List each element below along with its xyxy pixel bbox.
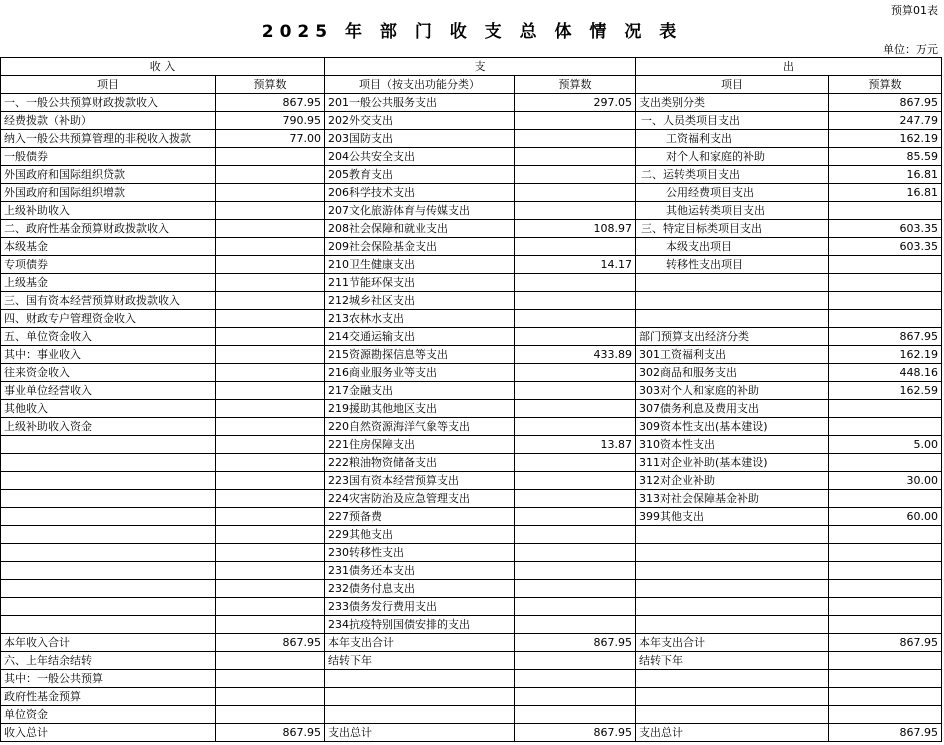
eco-budget-cell xyxy=(829,454,942,472)
func-item-cell: 203国防支出 xyxy=(325,130,515,148)
income-budget-cell xyxy=(216,256,325,274)
func-budget-cell: 14.17 xyxy=(515,256,636,274)
income-budget-cell xyxy=(216,400,325,418)
income-budget-cell: 867.95 xyxy=(216,634,325,652)
func-budget-cell xyxy=(515,184,636,202)
table-row xyxy=(1,148,942,166)
func-budget-cell xyxy=(515,238,636,256)
income-item-cell: 一、一般公共预算财政拨款收入 xyxy=(1,94,216,112)
func-budget-cell: 433.89 xyxy=(515,346,636,364)
table-body xyxy=(1,58,942,742)
income-budget-cell xyxy=(216,544,325,562)
func-item-cell: 212城乡社区支出 xyxy=(325,292,515,310)
table-row xyxy=(1,94,942,112)
income-item-cell xyxy=(1,562,216,580)
func-budget-cell xyxy=(515,598,636,616)
income-budget-cell xyxy=(216,580,325,598)
eco-budget-cell: 603.35 xyxy=(829,238,942,256)
income-item-cell: 经费拨款（补助） xyxy=(1,112,216,130)
col-header-income-item: 项目 xyxy=(1,76,216,94)
table-row xyxy=(1,562,942,580)
income-budget-cell xyxy=(216,346,325,364)
table-row xyxy=(1,706,942,724)
eco-item-cell: 301工资福利支出 xyxy=(636,346,829,364)
income-item-cell: 纳入一般公共预算管理的非税收入拨款 xyxy=(1,130,216,148)
income-item-cell: 外国政府和国际组织增款 xyxy=(1,184,216,202)
eco-item-cell xyxy=(636,562,829,580)
eco-item-cell: 302商品和服务支出 xyxy=(636,364,829,382)
income-budget-cell xyxy=(216,454,325,472)
eco-budget-cell: 867.95 xyxy=(829,634,942,652)
func-budget-cell xyxy=(515,418,636,436)
eco-item-cell: 307债务利息及费用支出 xyxy=(636,400,829,418)
eco-item-cell xyxy=(636,598,829,616)
income-budget-cell xyxy=(216,436,325,454)
income-item-cell: 上级基金 xyxy=(1,274,216,292)
func-item-cell: 232债务付息支出 xyxy=(325,580,515,598)
expenditure-group-header-left: 支 xyxy=(325,58,636,76)
func-budget-cell xyxy=(515,544,636,562)
func-budget-cell xyxy=(515,526,636,544)
eco-budget-cell xyxy=(829,544,942,562)
eco-item-cell: 一、人员类项目支出 xyxy=(636,112,829,130)
income-item-cell: 上级补助收入资金 xyxy=(1,418,216,436)
income-item-cell xyxy=(1,472,216,490)
table-row xyxy=(1,310,942,328)
eco-item-cell: 二、运转类项目支出 xyxy=(636,166,829,184)
func-item-cell: 224灾害防治及应急管理支出 xyxy=(325,490,515,508)
eco-item-cell: 399其他支出 xyxy=(636,508,829,526)
col-header-eco-item: 项目 xyxy=(636,76,829,94)
eco-item-cell xyxy=(636,688,829,706)
table-row xyxy=(1,724,942,742)
func-item-cell: 209社会保险基金支出 xyxy=(325,238,515,256)
func-item-cell: 206科学技术支出 xyxy=(325,184,515,202)
eco-budget-cell xyxy=(829,598,942,616)
table-row xyxy=(1,634,942,652)
income-budget-cell xyxy=(216,328,325,346)
income-item-cell: 单位资金 xyxy=(1,706,216,724)
table-row xyxy=(1,472,942,490)
func-budget-cell xyxy=(515,130,636,148)
income-item-cell: 本级基金 xyxy=(1,238,216,256)
table-row xyxy=(1,544,942,562)
eco-budget-cell: 603.35 xyxy=(829,220,942,238)
func-budget-cell xyxy=(515,670,636,688)
func-item-cell: 210卫生健康支出 xyxy=(325,256,515,274)
income-budget-cell xyxy=(216,364,325,382)
income-item-cell: 二、政府性基金预算财政拨款收入 xyxy=(1,220,216,238)
eco-budget-cell xyxy=(829,706,942,724)
func-budget-cell xyxy=(515,652,636,670)
income-budget-cell xyxy=(216,616,325,634)
income-item-cell: 其中：一般公共预算 xyxy=(1,670,216,688)
eco-item-cell xyxy=(636,544,829,562)
eco-item-cell: 三、特定目标类项目支出 xyxy=(636,220,829,238)
table-row xyxy=(1,202,942,220)
eco-budget-cell: 162.19 xyxy=(829,130,942,148)
table-row xyxy=(1,580,942,598)
func-budget-cell xyxy=(515,328,636,346)
eco-budget-cell: 162.59 xyxy=(829,382,942,400)
func-item-cell: 支出总计 xyxy=(325,724,515,742)
eco-item-cell: 313对社会保障基金补助 xyxy=(636,490,829,508)
table-row xyxy=(1,526,942,544)
eco-item-cell: 公用经费项目支出 xyxy=(636,184,829,202)
income-budget-cell xyxy=(216,472,325,490)
eco-budget-cell xyxy=(829,580,942,598)
table-row xyxy=(1,292,942,310)
income-budget-cell xyxy=(216,184,325,202)
eco-budget-cell: 60.00 xyxy=(829,508,942,526)
eco-budget-cell xyxy=(829,652,942,670)
func-item-cell: 229其他支出 xyxy=(325,526,515,544)
func-budget-cell xyxy=(515,562,636,580)
table-row xyxy=(1,364,942,382)
func-item-cell: 202外交支出 xyxy=(325,112,515,130)
income-item-cell xyxy=(1,580,216,598)
eco-budget-cell: 16.81 xyxy=(829,166,942,184)
func-budget-cell: 867.95 xyxy=(515,634,636,652)
income-budget-cell xyxy=(216,202,325,220)
table-row xyxy=(1,238,942,256)
income-budget-cell xyxy=(216,220,325,238)
eco-item-cell xyxy=(636,616,829,634)
func-budget-cell xyxy=(515,472,636,490)
func-budget-cell: 108.97 xyxy=(515,220,636,238)
income-item-cell: 六、上年结余结转 xyxy=(1,652,216,670)
eco-budget-cell xyxy=(829,670,942,688)
income-budget-cell xyxy=(216,526,325,544)
eco-item-cell xyxy=(636,526,829,544)
table-row xyxy=(1,220,942,238)
eco-item-cell xyxy=(636,670,829,688)
income-budget-cell xyxy=(216,670,325,688)
income-budget-cell xyxy=(216,688,325,706)
table-row xyxy=(1,616,942,634)
income-budget-cell: 77.00 xyxy=(216,130,325,148)
func-budget-cell xyxy=(515,454,636,472)
income-budget-cell: 790.95 xyxy=(216,112,325,130)
income-item-cell xyxy=(1,508,216,526)
func-item-cell: 233债务发行费用支出 xyxy=(325,598,515,616)
income-item-cell: 收入总计 xyxy=(1,724,216,742)
income-budget-cell xyxy=(216,166,325,184)
income-item-cell: 其他收入 xyxy=(1,400,216,418)
income-budget-cell xyxy=(216,562,325,580)
income-budget-cell: 867.95 xyxy=(216,724,325,742)
table-row xyxy=(1,688,942,706)
eco-budget-cell xyxy=(829,688,942,706)
eco-item-cell: 其他运转类项目支出 xyxy=(636,202,829,220)
func-budget-cell xyxy=(515,310,636,328)
eco-item-cell: 工资福利支出 xyxy=(636,130,829,148)
func-budget-cell xyxy=(515,166,636,184)
income-item-cell: 三、国有资本经营预算财政拨款收入 xyxy=(1,292,216,310)
income-item-cell: 专项债券 xyxy=(1,256,216,274)
col-header-income-budget: 预算数 xyxy=(216,76,325,94)
income-budget-cell xyxy=(216,508,325,526)
eco-budget-cell: 448.16 xyxy=(829,364,942,382)
col-header-eco-budget: 预算数 xyxy=(829,76,942,94)
income-budget-cell xyxy=(216,652,325,670)
func-item-cell: 220自然资源海洋气象等支出 xyxy=(325,418,515,436)
eco-item-cell: 本级支出项目 xyxy=(636,238,829,256)
income-item-cell: 四、财政专户管理资金收入 xyxy=(1,310,216,328)
table-row xyxy=(1,166,942,184)
func-item-cell: 结转下年 xyxy=(325,652,515,670)
table-row xyxy=(1,670,942,688)
income-budget-cell xyxy=(216,490,325,508)
func-budget-cell xyxy=(515,490,636,508)
eco-budget-cell xyxy=(829,526,942,544)
table-row xyxy=(1,256,942,274)
eco-item-cell: 本年支出合计 xyxy=(636,634,829,652)
eco-budget-cell: 867.95 xyxy=(829,328,942,346)
eco-budget-cell: 5.00 xyxy=(829,436,942,454)
table-row xyxy=(1,418,942,436)
eco-budget-cell: 85.59 xyxy=(829,148,942,166)
eco-item-cell xyxy=(636,292,829,310)
eco-budget-cell xyxy=(829,256,942,274)
income-budget-cell: 867.95 xyxy=(216,94,325,112)
func-budget-cell xyxy=(515,292,636,310)
func-budget-cell xyxy=(515,364,636,382)
income-item-cell xyxy=(1,454,216,472)
func-budget-cell xyxy=(515,382,636,400)
table-row xyxy=(1,598,942,616)
eco-budget-cell xyxy=(829,292,942,310)
eco-item-cell: 303对个人和家庭的补助 xyxy=(636,382,829,400)
eco-budget-cell: 16.81 xyxy=(829,184,942,202)
income-item-cell: 政府性基金预算 xyxy=(1,688,216,706)
eco-item-cell: 结转下年 xyxy=(636,652,829,670)
table-row xyxy=(1,652,942,670)
income-item-cell: 本年收入合计 xyxy=(1,634,216,652)
eco-budget-cell: 162.19 xyxy=(829,346,942,364)
table-row xyxy=(1,184,942,202)
func-budget-cell xyxy=(515,688,636,706)
income-item-cell: 往来资金收入 xyxy=(1,364,216,382)
func-budget-cell xyxy=(515,706,636,724)
func-budget-cell: 13.87 xyxy=(515,436,636,454)
func-budget-cell xyxy=(515,580,636,598)
func-budget-cell xyxy=(515,616,636,634)
budget-table xyxy=(0,57,942,742)
eco-budget-cell xyxy=(829,418,942,436)
func-budget-cell xyxy=(515,112,636,130)
table-row xyxy=(1,400,942,418)
func-item-cell: 214交通运输支出 xyxy=(325,328,515,346)
income-item-cell xyxy=(1,544,216,562)
eco-budget-cell: 867.95 xyxy=(829,724,942,742)
income-item-cell: 五、单位资金收入 xyxy=(1,328,216,346)
income-budget-cell xyxy=(216,274,325,292)
income-budget-cell xyxy=(216,706,325,724)
eco-budget-cell xyxy=(829,562,942,580)
func-item-cell xyxy=(325,670,515,688)
header-row-columns xyxy=(1,76,942,94)
eco-budget-cell xyxy=(829,616,942,634)
expenditure-group-header-right: 出 xyxy=(636,58,942,76)
table-row xyxy=(1,508,942,526)
income-item-cell xyxy=(1,436,216,454)
income-item-cell: 外国政府和国际组织贷款 xyxy=(1,166,216,184)
income-item-cell xyxy=(1,490,216,508)
func-budget-cell: 867.95 xyxy=(515,724,636,742)
table-row xyxy=(1,274,942,292)
eco-budget-cell: 30.00 xyxy=(829,472,942,490)
income-item-cell: 上级补助收入 xyxy=(1,202,216,220)
table-row xyxy=(1,130,942,148)
func-item-cell: 231债务还本支出 xyxy=(325,562,515,580)
table-row xyxy=(1,382,942,400)
eco-item-cell: 转移性支出项目 xyxy=(636,256,829,274)
func-item-cell: 219援助其他地区支出 xyxy=(325,400,515,418)
eco-item-cell: 311对企业补助(基本建设) xyxy=(636,454,829,472)
eco-item-cell: 支出总计 xyxy=(636,724,829,742)
eco-budget-cell xyxy=(829,490,942,508)
table-row xyxy=(1,490,942,508)
income-item-cell: 事业单位经营收入 xyxy=(1,382,216,400)
income-budget-cell xyxy=(216,598,325,616)
func-item-cell: 221住房保障支出 xyxy=(325,436,515,454)
eco-item-cell xyxy=(636,310,829,328)
eco-item-cell xyxy=(636,580,829,598)
eco-budget-cell xyxy=(829,202,942,220)
form-number: 预算01表 xyxy=(891,4,938,17)
func-item-cell: 213农林水支出 xyxy=(325,310,515,328)
func-item-cell: 217金融支出 xyxy=(325,382,515,400)
eco-budget-cell: 247.79 xyxy=(829,112,942,130)
col-header-func-item: 项目（按支出功能分类） xyxy=(325,76,515,94)
func-budget-cell xyxy=(515,148,636,166)
header-row-group xyxy=(1,58,942,76)
eco-budget-cell: 867.95 xyxy=(829,94,942,112)
income-item-cell: 其中：事业收入 xyxy=(1,346,216,364)
func-item-cell: 205教育支出 xyxy=(325,166,515,184)
func-item-cell: 204公共安全支出 xyxy=(325,148,515,166)
func-item-cell: 211节能环保支出 xyxy=(325,274,515,292)
report-title: 2025 年 部 门 收 支 总 体 情 况 表 xyxy=(261,22,683,42)
func-item-cell: 216商业服务业等支出 xyxy=(325,364,515,382)
income-budget-cell xyxy=(216,292,325,310)
eco-item-cell xyxy=(636,274,829,292)
table-row xyxy=(1,112,942,130)
income-budget-cell xyxy=(216,148,325,166)
func-item-cell: 227预备费 xyxy=(325,508,515,526)
income-budget-cell xyxy=(216,238,325,256)
func-budget-cell xyxy=(515,508,636,526)
eco-budget-cell xyxy=(829,400,942,418)
eco-item-cell: 309资本性支出(基本建设) xyxy=(636,418,829,436)
income-budget-cell xyxy=(216,418,325,436)
income-budget-cell xyxy=(216,310,325,328)
eco-item-cell: 支出类别分类 xyxy=(636,94,829,112)
eco-item-cell: 部门预算支出经济分类 xyxy=(636,328,829,346)
eco-budget-cell xyxy=(829,310,942,328)
income-budget-cell xyxy=(216,382,325,400)
unit-label: 单位：万元 xyxy=(883,43,938,56)
func-budget-cell xyxy=(515,202,636,220)
eco-budget-cell xyxy=(829,274,942,292)
table-row xyxy=(1,436,942,454)
func-item-cell: 207文化旅游体育与传媒支出 xyxy=(325,202,515,220)
func-item-cell: 215资源勘探信息等支出 xyxy=(325,346,515,364)
func-budget-cell xyxy=(515,274,636,292)
income-item-cell xyxy=(1,526,216,544)
func-item-cell: 208社会保障和就业支出 xyxy=(325,220,515,238)
income-item-cell xyxy=(1,616,216,634)
func-item-cell: 230转移性支出 xyxy=(325,544,515,562)
eco-item-cell: 312对企业补助 xyxy=(636,472,829,490)
func-item-cell: 201一般公共服务支出 xyxy=(325,94,515,112)
eco-item-cell: 310资本性支出 xyxy=(636,436,829,454)
income-item-cell: 一般债券 xyxy=(1,148,216,166)
table-row xyxy=(1,328,942,346)
col-header-func-budget: 预算数 xyxy=(515,76,636,94)
table-row xyxy=(1,346,942,364)
income-item-cell xyxy=(1,598,216,616)
eco-item-cell xyxy=(636,706,829,724)
func-item-cell xyxy=(325,706,515,724)
eco-item-cell: 对个人和家庭的补助 xyxy=(636,148,829,166)
func-item-cell: 234抗疫特别国债安排的支出 xyxy=(325,616,515,634)
func-item-cell xyxy=(325,688,515,706)
func-item-cell: 本年支出合计 xyxy=(325,634,515,652)
func-item-cell: 222粮油物资储备支出 xyxy=(325,454,515,472)
func-budget-cell: 297.05 xyxy=(515,94,636,112)
func-budget-cell xyxy=(515,400,636,418)
table-row xyxy=(1,454,942,472)
income-group-header: 收 入 xyxy=(1,58,325,76)
func-item-cell: 223国有资本经营预算支出 xyxy=(325,472,515,490)
